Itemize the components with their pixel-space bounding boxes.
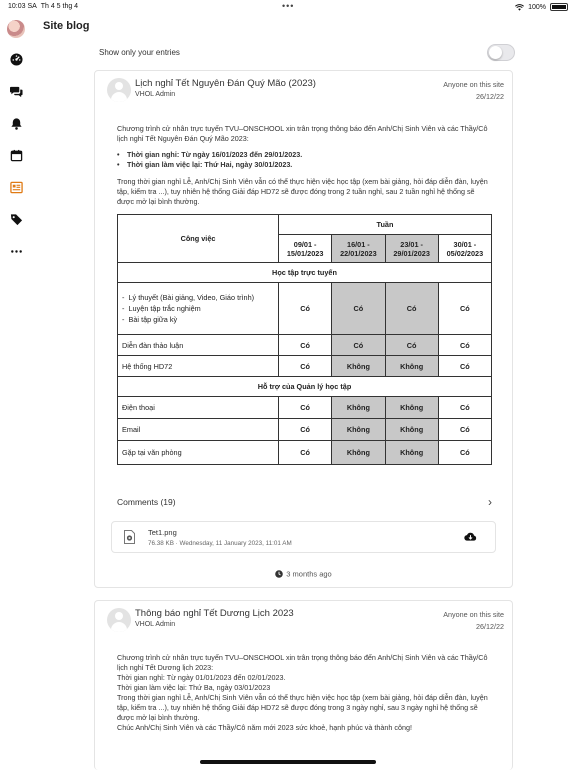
table-cell: Không xyxy=(332,356,385,377)
table-cell: Không xyxy=(385,356,438,377)
table-week-1: 09/01 - 15/01/2023 xyxy=(279,235,332,263)
table-row-label: Gặp tại văn phòng xyxy=(118,441,279,465)
blog-post-card xyxy=(94,70,513,588)
author-avatar[interactable] xyxy=(107,78,131,102)
table-cell: Có xyxy=(385,283,438,335)
author-avatar[interactable] xyxy=(107,608,131,632)
table-row-label: Hệ thống HD72 xyxy=(118,356,279,377)
table-week-2: 16/01 - 22/01/2023 xyxy=(332,235,385,263)
post-intro: Chương trình cử nhân trực tuyến TVU–ONSCHOOL xin trân trọng thông báo đến Anh/Chị Sinh Viên và các Thầy/Cô lịch nghỉ Tết Nguyên Đán Quý Mão 2023: xyxy=(117,124,488,143)
attachment-meta: 76.38 KB · Wednesday, 11 January 2023, 11:01 AM xyxy=(148,540,292,547)
chat-icon[interactable] xyxy=(9,84,23,98)
post-note: Trong thời gian nghỉ Lễ, Anh/Chị Sinh Viên vẫn có thể thực hiện việc học tập (xem bài giảng, hỏi đáp diễn đàn, luyện tập, kiểm tra ...), tuy nhiên hệ thống Giải đáp HD72 sẽ được đóng trong 2 tuần nghỉ, sau 2 tuần nghỉ hệ thống sẽ được mở lại bình thường. xyxy=(117,177,488,206)
status-time-date xyxy=(8,3,78,10)
post-line: Chương trình cử nhân trực tuyến TVU–ONSCHOOL xin trân trọng thông báo đến Anh/Chị Sinh Viên và các Thầy/Cô lịch nghỉ Tết Dương lịch 2023: xyxy=(117,653,488,672)
show-own-entries-toggle[interactable] xyxy=(487,44,515,61)
post-line: Thời gian nghỉ: Từ ngày 01/01/2023 đến 02/01/2023. xyxy=(117,673,286,682)
table-cell: Có xyxy=(279,335,332,356)
chevron-right-icon: › xyxy=(488,495,492,509)
table-cell: Có xyxy=(279,397,332,419)
post-date: 26/12/22 xyxy=(476,622,504,631)
table-header-task: Công việc xyxy=(118,215,279,263)
comments-link[interactable] xyxy=(117,495,492,509)
table-cell: Có xyxy=(438,356,491,377)
bullet-item: • Thời gian làm việc lại: Thứ Hai, ngày 30/01/2023. xyxy=(125,160,492,170)
table-cell: Không xyxy=(385,397,438,419)
blog-icon[interactable] xyxy=(9,180,23,194)
table-cell: Không xyxy=(332,419,385,441)
filter-label: Show only your entries xyxy=(99,48,180,57)
table-row xyxy=(118,397,492,419)
table-cell: Không xyxy=(385,419,438,441)
bullet-item: • Thời gian nghỉ: Từ ngày 16/01/2023 đến 29/01/2023. xyxy=(125,150,492,160)
table-row xyxy=(118,283,492,335)
calendar-icon[interactable] xyxy=(9,148,23,162)
dashboard-icon[interactable] xyxy=(9,52,23,66)
table-cell: Không xyxy=(332,441,385,465)
post-visibility: Anyone on this site xyxy=(443,80,504,89)
table-row xyxy=(118,335,492,356)
attachment-item[interactable] xyxy=(111,521,496,553)
sidebar xyxy=(0,14,32,768)
table-section-online: Học tập trực tuyến xyxy=(118,263,492,283)
status-bar xyxy=(0,0,576,14)
time-ago-text: 3 months ago xyxy=(286,569,332,579)
post-time-ago xyxy=(95,569,512,579)
post-body xyxy=(117,124,492,207)
task-list-cell xyxy=(118,283,279,335)
table-row-label: Email xyxy=(118,419,279,441)
post-line: Thời gian làm việc lại: Thứ Ba, ngày 03/01/2023 xyxy=(117,683,271,692)
toggle-knob xyxy=(489,46,502,59)
post-header xyxy=(107,78,504,108)
post-date: 26/12/22 xyxy=(476,92,504,101)
post-bullets xyxy=(117,150,492,170)
status-date: Th 4 5 thg 4 xyxy=(40,3,79,10)
task-item: - Luyện tập trắc nghiệm xyxy=(122,304,201,313)
post-author[interactable]: VHOL Admin xyxy=(135,91,176,98)
post-line: Trong thời gian nghỉ Lễ, Anh/Chị Sinh Viên vẫn có thể thực hiện việc học tập (xem bài giảng, hỏi đáp diễn đàn, luyện tập, kiểm tra ...), tuy nhiên hệ thống Giải đáp HD72 sẽ được đóng trong 3 ngày nghỉ, sau 3 ngày nghỉ hệ thống sẽ được mở lại bình thường. xyxy=(117,693,488,722)
image-file-icon xyxy=(124,530,135,544)
table-cell: Có xyxy=(438,441,491,465)
table-cell: Có xyxy=(438,335,491,356)
schedule-table xyxy=(117,214,492,465)
clock-icon xyxy=(275,570,283,578)
table-cell: Có xyxy=(332,335,385,356)
post-line: Chúc Anh/Chị Sinh Viên và các Thầy/Cô năm mới 2023 sức khoẻ, hạnh phúc và thành công! xyxy=(117,723,412,732)
more-icon[interactable] xyxy=(9,244,23,258)
table-row-label: Diễn đàn thảo luận xyxy=(118,335,279,356)
table-cell: Có xyxy=(438,283,491,335)
table-cell: Có xyxy=(279,441,332,465)
user-avatar[interactable] xyxy=(7,20,25,38)
table-row-label: Điện thoại xyxy=(118,397,279,419)
cloud-download-icon[interactable] xyxy=(464,531,477,542)
table-header-week: Tuần xyxy=(279,215,492,235)
blog-post-card xyxy=(94,600,513,770)
table-row xyxy=(118,441,492,465)
table-cell: Có xyxy=(438,397,491,419)
table-cell: Có xyxy=(279,356,332,377)
post-title[interactable]: Thông báo nghỉ Tết Dương Lịch 2023 xyxy=(135,608,294,619)
table-cell: Có xyxy=(279,283,332,335)
task-item: - Bài tập giữa kỳ xyxy=(122,315,178,324)
tag-icon[interactable] xyxy=(9,212,23,226)
post-author[interactable]: VHOL Admin xyxy=(135,621,176,628)
task-item: - Lý thuyết (Bài giảng, Video, Giáo trình) xyxy=(122,293,255,302)
page-title: Site blog xyxy=(43,20,90,32)
status-right xyxy=(515,3,568,11)
table-cell: Có xyxy=(332,283,385,335)
table-cell: Có xyxy=(438,419,491,441)
post-body xyxy=(117,653,492,733)
wifi-icon xyxy=(515,4,524,11)
home-indicator[interactable] xyxy=(200,760,376,764)
bell-icon[interactable] xyxy=(9,116,23,130)
table-week-3: 23/01 - 29/01/2023 xyxy=(385,235,438,263)
filter-row xyxy=(99,44,515,62)
post-visibility: Anyone on this site xyxy=(443,610,504,619)
table-cell: Có xyxy=(385,335,438,356)
multitasking-dots[interactable]: ••• xyxy=(282,1,295,11)
attachment-name: Tet1.png xyxy=(148,528,177,537)
table-cell: Không xyxy=(385,441,438,465)
battery-icon xyxy=(550,3,568,11)
table-week-4: 30/01 - 05/02/2023 xyxy=(438,235,491,263)
table-row xyxy=(118,356,492,377)
post-title[interactable]: Lịch nghỉ Tết Nguyên Đán Quý Mão (2023) xyxy=(135,78,316,89)
table-cell: Có xyxy=(279,419,332,441)
table-section-support: Hỗ trợ của Quản lý học tập xyxy=(118,377,492,397)
post-header xyxy=(107,608,504,638)
battery-percent: 100% xyxy=(528,3,546,11)
table-row xyxy=(118,419,492,441)
comments-label: Comments (19) xyxy=(117,497,176,507)
table-cell: Không xyxy=(332,397,385,419)
status-time: 10:03 SA xyxy=(8,3,37,10)
